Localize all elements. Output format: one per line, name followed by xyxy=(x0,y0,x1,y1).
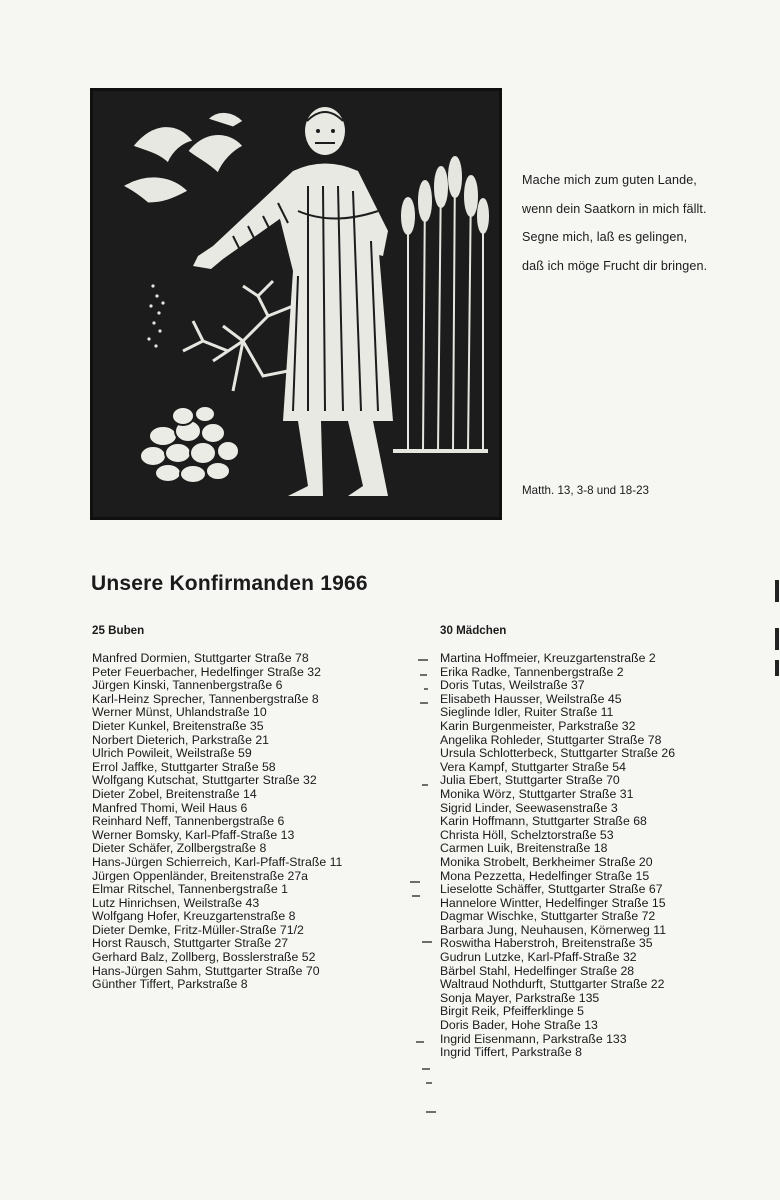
list-item: Peter Feuerbacher, Hedelfinger Straße 32 xyxy=(92,664,321,679)
list-item: Elisabeth Hausser, Weilstraße 45 xyxy=(440,691,622,706)
list-item: Werner Bomsky, Karl-Pfaff-Straße 13 xyxy=(92,827,295,842)
list-item: Hannelore Wintter, Hedelfinger Straße 15 xyxy=(440,895,666,910)
list-item: Lutz Hinrichsen, Weilstraße 43 xyxy=(92,895,260,910)
list-item: Norbert Dieterich, Parkstraße 21 xyxy=(92,732,270,747)
list-item: Waltraud Nothdurft, Stuttgarter Straße 22 xyxy=(440,977,665,992)
list-item: Gerhard Balz, Zollberg, Bosslerstraße 52 xyxy=(92,950,316,965)
list-item: Barbara Jung, Neuhausen, Körnerweg 11 xyxy=(440,922,667,937)
list-item: Werner Münst, Uhlandstraße 10 xyxy=(92,705,267,720)
list-item: Birgit Reik, Pfeifferklinge 5 xyxy=(440,1004,584,1019)
list-item: Julia Ebert, Stuttgarter Straße 70 xyxy=(440,773,620,788)
list-item: Hans-Jürgen Sahm, Stuttgarter Straße 70 xyxy=(92,963,320,978)
list-item: Ingrid Eisenmann, Parkstraße 133 xyxy=(440,1031,627,1046)
list-item: Mona Pezzetta, Hedelfinger Straße 15 xyxy=(440,868,650,883)
list-item: Lieselotte Schäffer, Stuttgarter Straße 67 xyxy=(440,882,663,897)
list-item: Hans-Jürgen Schierreich, Karl-Pfaff-Straße 11 xyxy=(92,854,343,869)
poem-line: wenn dein Saatkorn in mich fällt. xyxy=(522,201,707,216)
list-item: Manfred Thomi, Weil Haus 6 xyxy=(92,800,248,815)
list-item: Dieter Zobel, Breitenstraße 14 xyxy=(92,786,257,801)
list-item: Wolfgang Kutschat, Stuttgarter Straße 32 xyxy=(92,773,317,788)
list-item: Horst Rausch, Stuttgarter Straße 27 xyxy=(92,936,289,951)
list-item: Bärbel Stahl, Hedelfinger Straße 28 xyxy=(440,963,635,978)
list-item: Monika Strobelt, Berkheimer Straße 20 xyxy=(440,854,653,869)
list-item: Ulrich Powileit, Weilstraße 59 xyxy=(92,746,252,761)
page-title: Unsere Konfirmanden 1966 xyxy=(91,572,368,595)
list-item: Roswitha Haberstroh, Breitenstraße 35 xyxy=(440,936,653,951)
list-item: Angelika Rohleder, Stuttgarter Straße 78 xyxy=(440,732,662,747)
list-item: Errol Jaffke, Stuttgarter Straße 58 xyxy=(92,759,276,774)
list-item: Sigrid Linder, Seewasenstraße 3 xyxy=(440,800,618,815)
list-item: Christa Höll, Schelztorstraße 53 xyxy=(440,827,614,842)
list-item: Doris Tutas, Weilstraße 37 xyxy=(440,678,585,693)
list-item: Ingrid Tiffert, Parkstraße 8 xyxy=(440,1045,582,1060)
girls-heading: 30 Mädchen xyxy=(440,624,507,637)
list-item: Monika Wörz, Stuttgarter Straße 31 xyxy=(440,786,634,801)
list-item: Gudrun Lutzke, Karl-Pfaff-Straße 32 xyxy=(440,950,637,965)
list-item: Günther Tiffert, Parkstraße 8 xyxy=(92,977,248,992)
poem-line: Segne mich, laß es gelingen, xyxy=(522,230,688,244)
list-item: Sieglinde Idler, Ruiter Straße 11 xyxy=(440,705,614,720)
list-item: Wolfgang Hofer, Kreuzgartenstraße 8 xyxy=(92,909,296,924)
list-item: Dagmar Wischke, Stuttgarter Straße 72 xyxy=(440,909,656,924)
list-item: Ursula Schlotterbeck, Stuttgarter Straße 26 xyxy=(440,746,676,761)
list-item: Martina Hoffmeier, Kreuzgartenstraße 2 xyxy=(440,651,656,665)
boys-heading: 25 Buben xyxy=(92,624,145,637)
list-item: Karin Burgenmeister, Parkstraße 32 xyxy=(440,718,636,733)
list-item: Karl-Heinz Sprecher, Tannenbergstraße 8 xyxy=(92,691,319,706)
list-item: Jürgen Oppenländer, Breitenstraße 27a xyxy=(92,868,309,883)
list-item: Dieter Demke, Fritz-Müller-Straße 71/2 xyxy=(92,922,304,937)
bible-reference: Matth. 13, 3-8 und 18-23 xyxy=(522,484,649,497)
list-item: Manfred Dormien, Stuttgarter Straße 78 xyxy=(92,651,309,665)
list-item: Reinhard Neff, Tannenbergstraße 6 xyxy=(92,814,285,829)
list-item: Erika Radke, Tannenbergstraße 2 xyxy=(440,664,624,679)
list-item: Sonja Mayer, Parkstraße 135 xyxy=(440,990,600,1005)
poem-line: Mache mich zum guten Lande, xyxy=(522,173,697,187)
list-item: Elmar Ritschel, Tannenbergstraße 1 xyxy=(92,882,288,897)
list-item: Doris Bader, Hohe Straße 13 xyxy=(440,1018,598,1033)
list-item: Dieter Schäfer, Zollbergstraße 8 xyxy=(92,841,267,856)
list-item: Jürgen Kinski, Tannenbergstraße 6 xyxy=(92,678,283,693)
poem-line: daß ich möge Frucht dir bringen. xyxy=(522,258,708,273)
list-item: Dieter Kunkel, Breitenstraße 35 xyxy=(92,718,264,733)
list-item: Vera Kampf, Stuttgarter Straße 54 xyxy=(440,759,626,774)
list-item: Carmen Luik, Breitenstraße 18 xyxy=(440,841,608,856)
list-item: Karin Hoffmann, Stuttgarter Straße 68 xyxy=(440,814,647,829)
